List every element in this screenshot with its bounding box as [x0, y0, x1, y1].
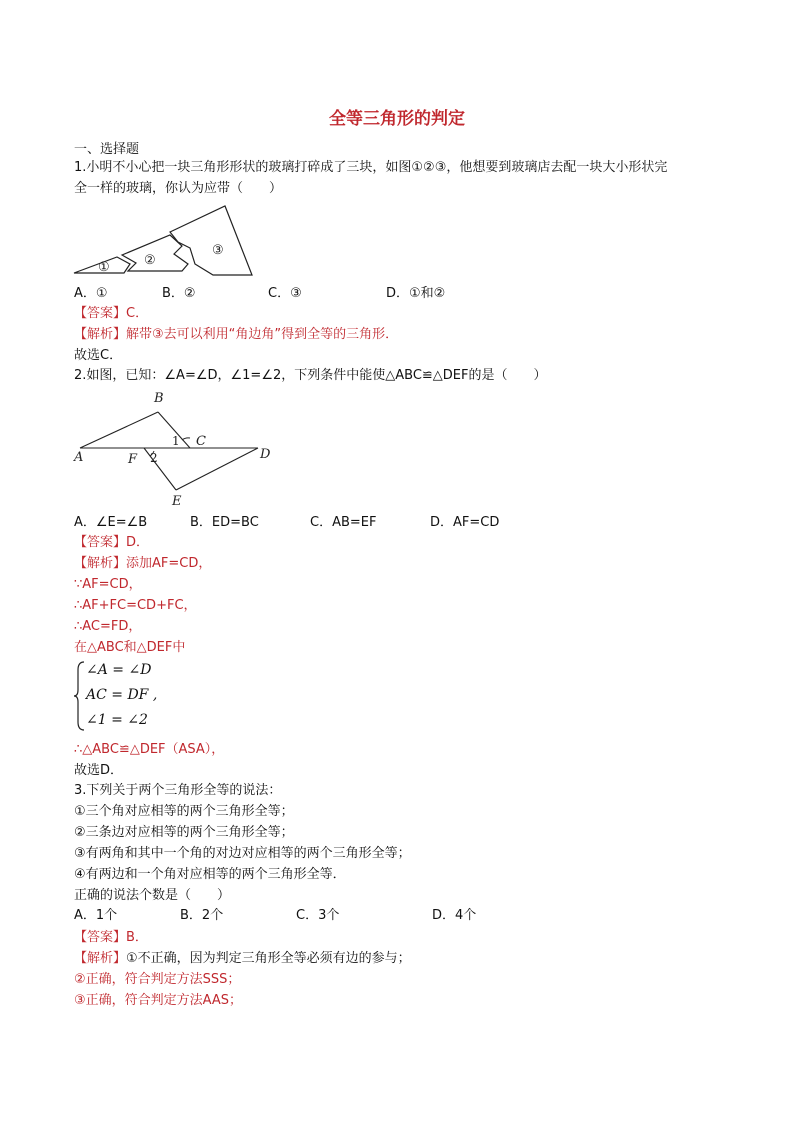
point-label-e: E: [172, 494, 182, 509]
q3-option-b: B．2个: [180, 908, 224, 923]
point-label-f: F: [128, 452, 138, 467]
q3-question: 正确的说法个数是（ ）: [74, 888, 231, 903]
piece-label-2: ②: [144, 253, 156, 268]
q3-answer-line: [74, 930, 148, 946]
q3-option-c: C．3个: [296, 908, 340, 923]
point-label-c: C: [196, 434, 206, 449]
system-row-1: ∠A = ∠D: [86, 662, 152, 678]
piece-label-1: ①: [98, 260, 110, 275]
q2-answer: D．: [126, 535, 150, 550]
section-heading: 一、选择题: [74, 142, 140, 157]
q1-option-a: A．①: [74, 286, 108, 301]
q2-stem: 2.如图，已知：∠A=∠D，∠1=∠2，下列条件中能使△ABC≌△DEF的是（ ）: [74, 368, 547, 383]
q2-option-b: B．ED=BC: [190, 515, 259, 530]
q2-therefore: ∴△ABC≌△DEF（ASA），: [74, 742, 225, 757]
q3-item-4: ④有两边和一个角对应相等的两个三角形全等．: [74, 867, 346, 882]
q2-analysis-line: [74, 556, 211, 572]
q1-option-c: C．③: [268, 286, 302, 301]
q1-analysis-tag: 【解析】: [74, 327, 127, 342]
q2-option-c: C．AB=EF: [310, 515, 377, 530]
q3-analysis-2: ②正确，符合判定方法SSS；: [74, 972, 241, 987]
q1-answer-line: [74, 306, 148, 322]
q2-triangles-figure: [70, 388, 280, 510]
q1-option-b: B．②: [162, 286, 196, 301]
angle-label-1: 1: [172, 434, 180, 448]
q3-analysis: ①不正确，因为判定三角形全等必须有边的参与；: [126, 951, 411, 966]
q1-answer-tag: 【答案】: [74, 306, 127, 321]
page-title: 全等三角形的判定: [329, 109, 465, 129]
q3-option-d: D．4个: [432, 908, 477, 923]
q3-answer: B．: [126, 930, 148, 945]
system-row-3: ∠1 = ∠2: [86, 712, 148, 728]
q2-step-2: ∴AF+FC=CD+FC，: [74, 598, 197, 613]
q2-answer-tag: 【答案】: [74, 535, 127, 550]
q2-answer-line: [74, 535, 149, 551]
q3-answer-tag: 【答案】: [74, 930, 127, 945]
point-label-a: A: [74, 450, 84, 465]
q2-analysis-tag: 【解析】: [74, 556, 127, 571]
q1-answer: C．: [126, 306, 149, 321]
glass-piece-3: [170, 206, 252, 275]
q3-item-2: ②三条边对应相等的两个三角形全等；: [74, 825, 294, 840]
q1-stem-line1: 1.小明不小心把一块三角形形状的玻璃打碎成了三块，如图①②③，他想要到玻璃店去配一块大小形状完: [74, 160, 668, 175]
q3-analysis-3: ③正确，符合判定方法AAS；: [74, 993, 243, 1008]
point-label-d: D: [260, 447, 271, 462]
q3-item-1: ①三个角对应相等的两个三角形全等；: [74, 804, 294, 819]
piece-label-3: ③: [212, 243, 224, 258]
q3-item-3: ③有两角和其中一个角的对边对应相等的两个三角形全等；: [74, 846, 411, 861]
q2-option-a: A．∠E=∠B: [74, 515, 148, 530]
system-brace: [74, 660, 86, 732]
q3-analysis-tag: 【解析】: [74, 951, 127, 966]
q2-option-d: D．AF=CD: [430, 515, 500, 530]
q3-stem: 3.下列关于两个三角形全等的说法：: [74, 783, 282, 798]
q1-analysis-line: [74, 327, 398, 343]
q1-analysis: 解带③去可以利用“角边角”得到全等的三角形．: [126, 327, 399, 342]
q2-conclusion: 故选D．: [74, 763, 124, 778]
point-label-b: B: [154, 391, 164, 406]
q1-broken-glass-figure: [70, 202, 260, 282]
system-row-2: AC = DF ,: [86, 687, 158, 703]
q1-option-d: D．①和②: [386, 286, 446, 301]
q2-analysis: 添加AF=CD，: [126, 556, 212, 571]
q2-step-1: ∵AF=CD，: [74, 577, 142, 592]
q1-conclusion: 故选C．: [74, 348, 123, 363]
q3-option-a: A．1个: [74, 908, 118, 923]
q3-analysis-line: [74, 951, 411, 967]
angle-label-2: 2: [150, 451, 158, 465]
q2-step-4: 在△ABC和△DEF中: [74, 640, 186, 655]
q1-stem-line2: 全一样的玻璃，你认为应带（ ）: [74, 181, 283, 196]
q2-step-3: ∴AC=FD，: [74, 619, 142, 634]
